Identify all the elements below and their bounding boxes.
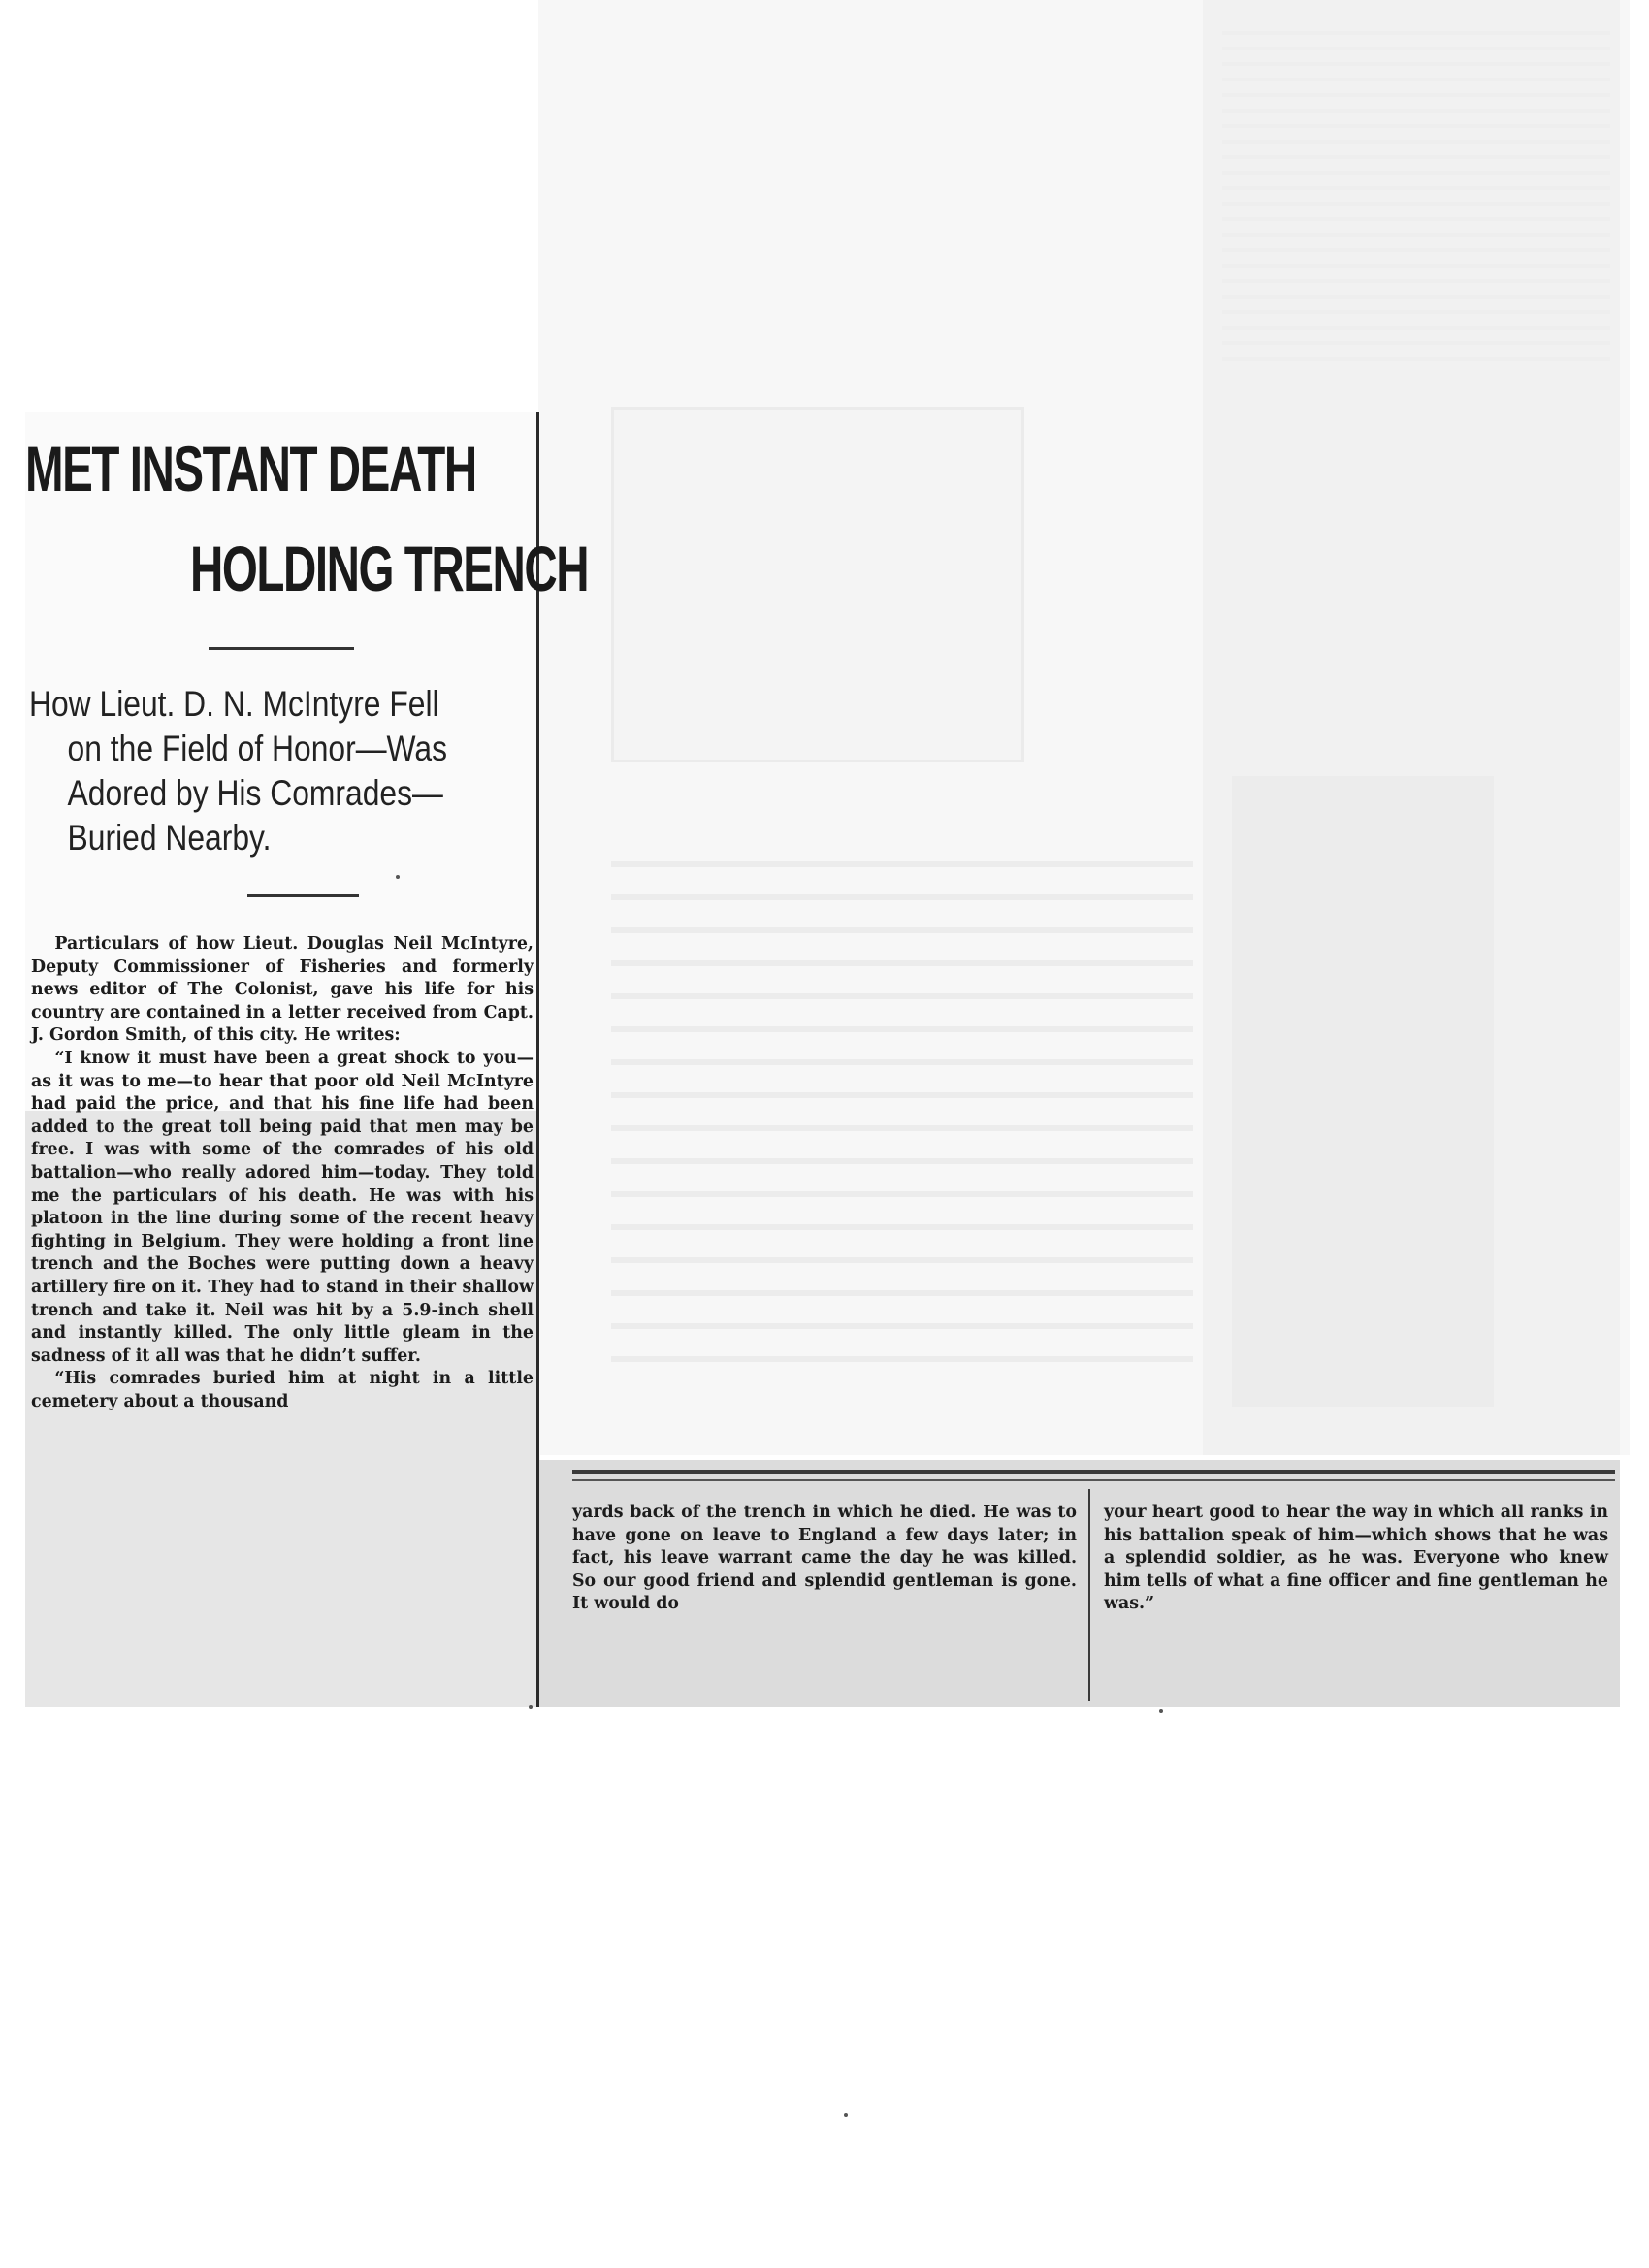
article-paragraph: “His comrades buried him at night in a little cemetery about a thousand bbox=[31, 1369, 534, 1411]
article-column-1 bbox=[31, 933, 534, 1413]
speck bbox=[844, 2113, 848, 2117]
subheadline bbox=[29, 682, 471, 860]
headline-line-1: MET INSTANT DEATH bbox=[25, 433, 476, 504]
strip-rule-thin bbox=[572, 1479, 1615, 1481]
speck bbox=[396, 875, 400, 879]
speck bbox=[529, 1705, 533, 1709]
article-column-2: yards back of the trench in which he died. He was to have gone on leave to England a few days later; in fact, his leave warrant came the day he was killed. So our good friend and splendid gentleman is gone. It would do bbox=[572, 1503, 1077, 1614]
article-paragraph: Particulars of how Lieut. Douglas Neil McIntyre, Deputy Commissioner of Fisheries and formerly news editor of The Colonist, gave his life for his country are contained in a letter received from Capt. J. Gordon Smith, of this city. He writes: bbox=[31, 934, 534, 1046]
column-separator bbox=[1088, 1489, 1090, 1701]
bleed-through-photo bbox=[1232, 776, 1494, 1407]
headline-rule bbox=[209, 647, 354, 650]
speck bbox=[1159, 1709, 1163, 1713]
subheadline-line-2: on the Field of Honor—Was bbox=[67, 729, 448, 768]
subheadline-line-3: Adored by His Comrades— bbox=[67, 773, 443, 813]
subheadline-rule bbox=[247, 894, 359, 897]
subheadline-line-4: Buried Nearby. bbox=[67, 818, 272, 858]
article-paragraph: “I know it must have been a great shock to you—as it was to me—to hear that poor old Neil McIntyre had paid the price, and that his fine life had been added to the great toll being paid that men may be free. I was with some of the comrades of his old battalion—who really adored him—today. They told me the particulars of his death. He was with his platoon in the line during some of the recent heavy fighting in Belgium. They were holding a front line trench and the Boches were putting down a heavy artillery fire on it. They had to stand in their shallow trench and take it. Neil was hit by a 5.9-inch shell and instantly killed. The only little gleam in the sadness of it all was that he didn’t suffer. bbox=[31, 1048, 534, 1366]
bleed-through-ad bbox=[611, 407, 1024, 762]
subheadline-line-1: How Lieut. D. N. McIntyre Fell bbox=[29, 684, 439, 724]
article-column-3: your heart good to hear the way in which all ranks in his battalion speak of him—which shows that he was a splendid soldier, as he was. Everyone who knew him tells of what a fine officer and fine gentleman he was.” bbox=[1104, 1503, 1608, 1614]
headline-line-2: HOLDING TRENCH bbox=[190, 533, 589, 604]
bleed-through-text bbox=[1222, 19, 1610, 369]
bleed-through-lines bbox=[611, 834, 1193, 1377]
strip-rule bbox=[572, 1470, 1615, 1474]
